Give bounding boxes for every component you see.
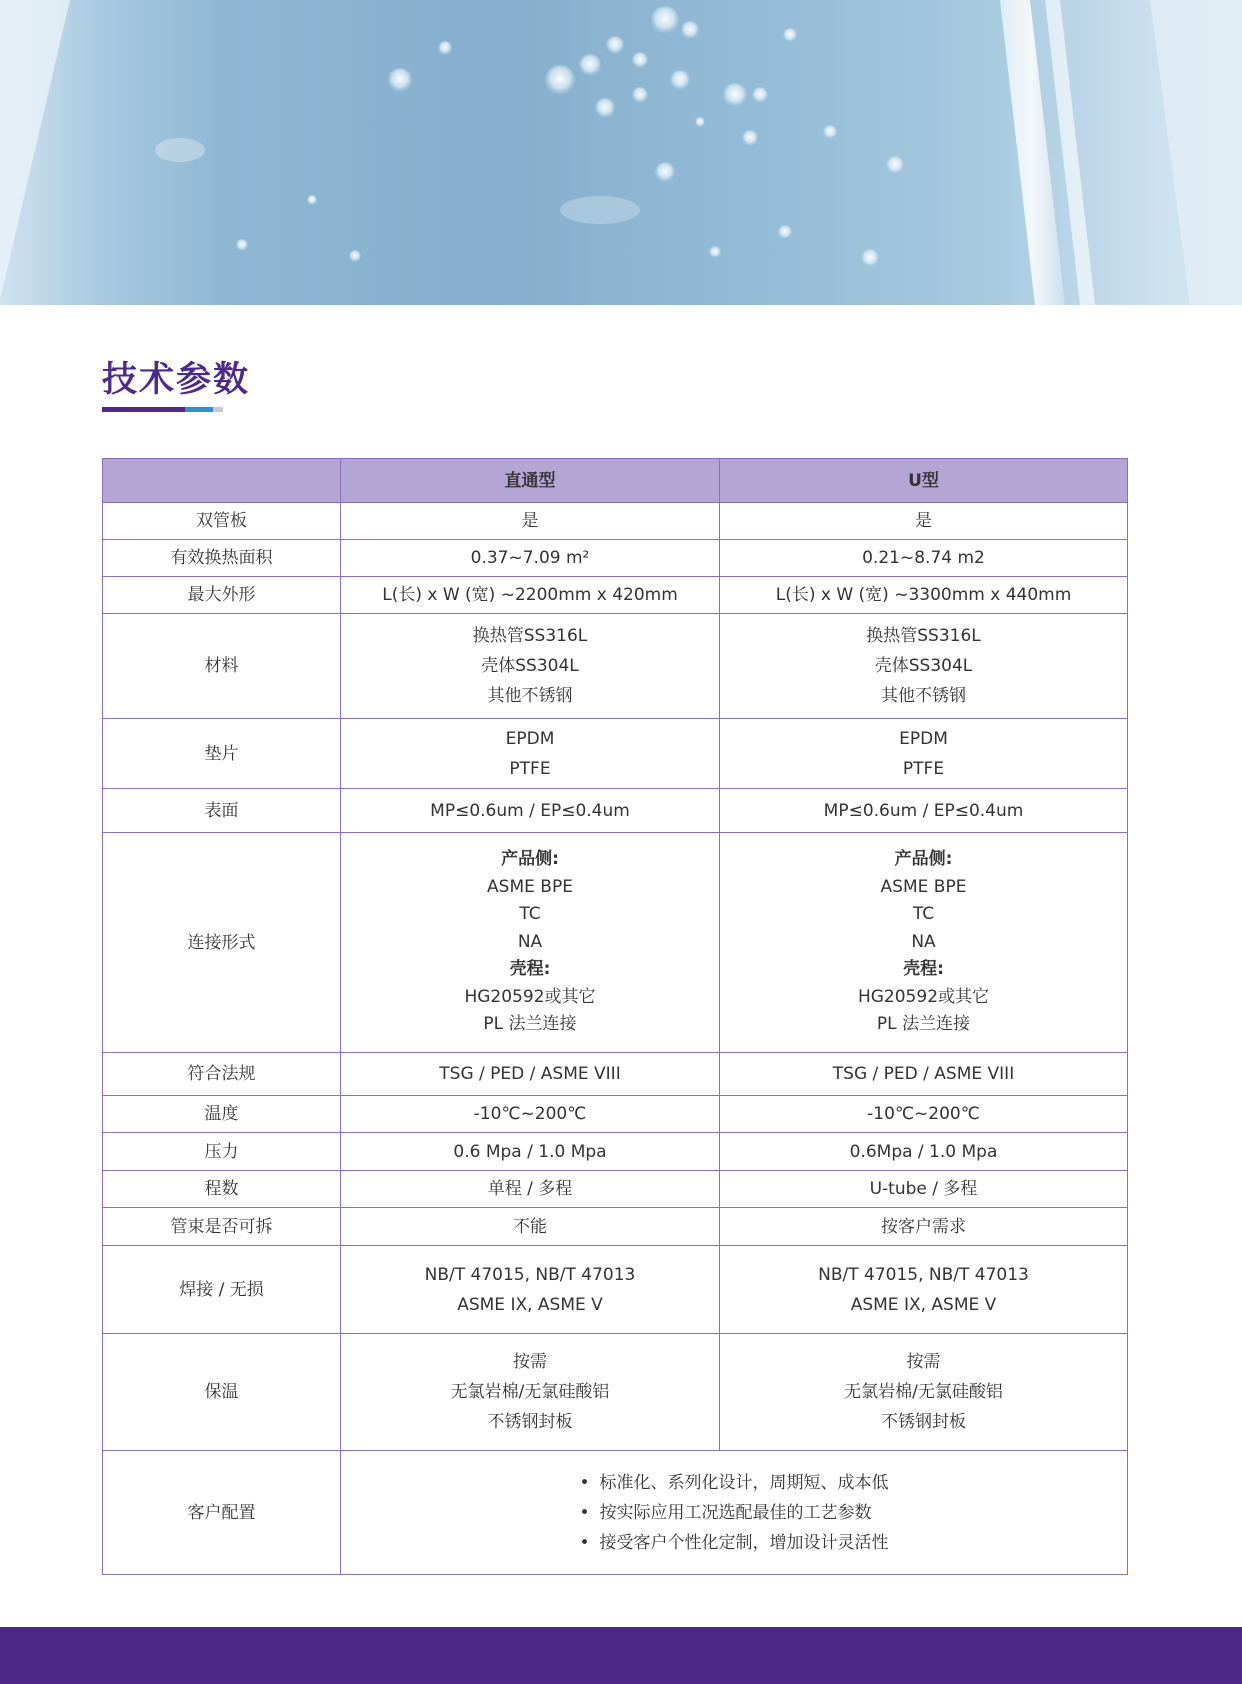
- row-label: 有效换热面积: [103, 540, 341, 577]
- row-label: 材料: [103, 614, 341, 719]
- hero-image: [0, 0, 1242, 305]
- cell-u-type: 是: [720, 503, 1128, 540]
- underline-purple-segment: [102, 407, 185, 412]
- spec-table: [102, 458, 1128, 1575]
- cell-u-type: [720, 719, 1128, 789]
- cell-straight: [341, 1334, 720, 1451]
- cell-line: ASME BPE: [880, 876, 967, 897]
- table-row: [103, 1171, 1128, 1208]
- cell-u-type: [720, 1246, 1128, 1334]
- shell-side-title: 壳程:: [509, 959, 551, 980]
- cell-straight: MP≤0.6um / EP≤0.4um: [341, 789, 720, 833]
- row-label: 垫片: [103, 719, 341, 789]
- row-label: 保温: [103, 1334, 341, 1451]
- customer-config-list: [579, 1468, 888, 1558]
- cell-line: ASME IX, ASME V: [850, 1294, 997, 1315]
- cell-line: 换热管SS316L: [866, 626, 981, 646]
- cell-line: HG20592或其它: [857, 986, 990, 1007]
- cell-straight: -10℃~200℃: [341, 1096, 720, 1133]
- cell-straight: 0.6 Mpa / 1.0 Mpa: [341, 1133, 720, 1171]
- cell-line: NA: [911, 931, 936, 952]
- cell-line: 换热管SS316L: [472, 626, 588, 646]
- table-row: [103, 1133, 1128, 1171]
- cell-straight: [341, 833, 720, 1053]
- cell-line: 不锈钢封板: [881, 1412, 966, 1432]
- cell-line: 其他不锈钢: [487, 686, 573, 706]
- cell-line: PTFE: [902, 758, 945, 779]
- cell-line: TC: [912, 904, 935, 925]
- table-row: [103, 1451, 1128, 1575]
- table-row: [103, 1246, 1128, 1334]
- cell-line: 无氯岩棉/无氯硅酸铝: [450, 1382, 610, 1402]
- cell-u-type: TSG / PED / ASME VIII: [720, 1053, 1128, 1096]
- cell-line: 无氯岩棉/无氯硅酸铝: [844, 1382, 1003, 1402]
- product-side-title: 产品侧:: [894, 849, 953, 870]
- cell-line: 壳体SS304L: [481, 656, 579, 676]
- table-row: [103, 1096, 1128, 1133]
- list-item: • 按实际应用工况选配最佳的工艺参数: [579, 1498, 888, 1528]
- row-label: 最大外形: [103, 577, 341, 614]
- underline-gray-segment: [213, 407, 223, 412]
- cell-u-type: -10℃~200℃: [720, 1096, 1128, 1133]
- cell-line: HG20592或其它: [464, 986, 596, 1007]
- row-label: 温度: [103, 1096, 341, 1133]
- cell-straight: 0.37~7.09 m²: [341, 540, 720, 577]
- cell-straight: [341, 1246, 720, 1334]
- row-label: 客户配置: [103, 1451, 341, 1575]
- cell-u-type: 按客户需求: [720, 1208, 1128, 1246]
- row-label: 压力: [103, 1133, 341, 1171]
- row-label: 符合法规: [103, 1053, 341, 1096]
- cell-straight: [341, 719, 720, 789]
- cell-line: NB/T 47015, NB/T 47013: [818, 1264, 1029, 1285]
- row-label: 焊接 / 无损: [103, 1246, 341, 1334]
- cell-u-type: 0.21~8.74 m2: [720, 540, 1128, 577]
- cell-line: TC: [519, 904, 541, 925]
- footer-bar: [0, 1627, 1242, 1684]
- table-row: [103, 614, 1128, 719]
- cell-straight: L(长) x W (宽) ~2200mm x 420mm: [341, 577, 720, 614]
- water-bubbles-illustration: [0, 0, 1242, 305]
- table-row: [103, 1208, 1128, 1246]
- table-row: [103, 503, 1128, 540]
- cell-line: EPDM: [899, 728, 948, 749]
- cell-line: NA: [517, 931, 543, 952]
- cell-u-type: [720, 614, 1128, 719]
- header-u-type: U型: [720, 459, 1128, 503]
- row-label: 双管板: [103, 503, 341, 540]
- cell-straight: 单程 / 多程: [341, 1171, 720, 1208]
- cell-line: PL 法兰连接: [483, 1014, 577, 1035]
- table-row: [103, 719, 1128, 789]
- table-header-row: [103, 459, 1128, 503]
- underline-blue-segment: [185, 407, 213, 412]
- cell-u-type: U-tube / 多程: [720, 1171, 1128, 1208]
- shell-side-title: 壳程:: [903, 959, 944, 980]
- section-title: 技术参数: [102, 360, 251, 400]
- cell-line: EPDM: [505, 728, 555, 749]
- cell-straight: TSG / PED / ASME VIII: [341, 1053, 720, 1096]
- cell-line: 按需: [906, 1352, 941, 1372]
- cell-line: PL 法兰连接: [876, 1014, 971, 1035]
- cell-straight: 是: [341, 503, 720, 540]
- cell-straight: 不能: [341, 1208, 720, 1246]
- cell-line: 其他不锈钢: [881, 686, 966, 706]
- table-row: [103, 1053, 1128, 1096]
- table-row: [103, 1334, 1128, 1451]
- title-underline: [102, 407, 223, 412]
- list-item: • 标准化、系列化设计，周期短、成本低: [579, 1468, 888, 1498]
- cell-u-type: [720, 1334, 1128, 1451]
- cell-u-type: [720, 833, 1128, 1053]
- cell-line: 壳体SS304L: [874, 656, 973, 676]
- cell-straight: [341, 614, 720, 719]
- table-row: [103, 577, 1128, 614]
- row-label: 连接形式: [103, 833, 341, 1053]
- cell-line: ASME IX, ASME V: [457, 1294, 603, 1315]
- table-row: [103, 540, 1128, 577]
- header-empty: [103, 459, 341, 503]
- cell-line: 按需: [513, 1352, 547, 1372]
- row-label: 表面: [103, 789, 341, 833]
- list-item: • 接受客户个性化定制，增加设计灵活性: [579, 1528, 888, 1558]
- cell-u-type: 0.6Mpa / 1.0 Mpa: [720, 1133, 1128, 1171]
- header-straight-type: 直通型: [341, 459, 720, 503]
- cell-u-type: L(长) x W (宽) ~3300mm x 440mm: [720, 577, 1128, 614]
- cell-line: ASME BPE: [487, 876, 573, 897]
- table-row: [103, 789, 1128, 833]
- cell-u-type: MP≤0.6um / EP≤0.4um: [720, 789, 1128, 833]
- row-label: 管束是否可拆: [103, 1208, 341, 1246]
- customer-config-cell: [341, 1451, 1128, 1575]
- table-row: [103, 833, 1128, 1053]
- product-side-title: 产品侧:: [501, 849, 559, 870]
- cell-line: 不锈钢封板: [487, 1412, 573, 1432]
- cell-line: PTFE: [509, 758, 551, 779]
- row-label: 程数: [103, 1171, 341, 1208]
- cell-line: NB/T 47015, NB/T 47013: [424, 1264, 636, 1285]
